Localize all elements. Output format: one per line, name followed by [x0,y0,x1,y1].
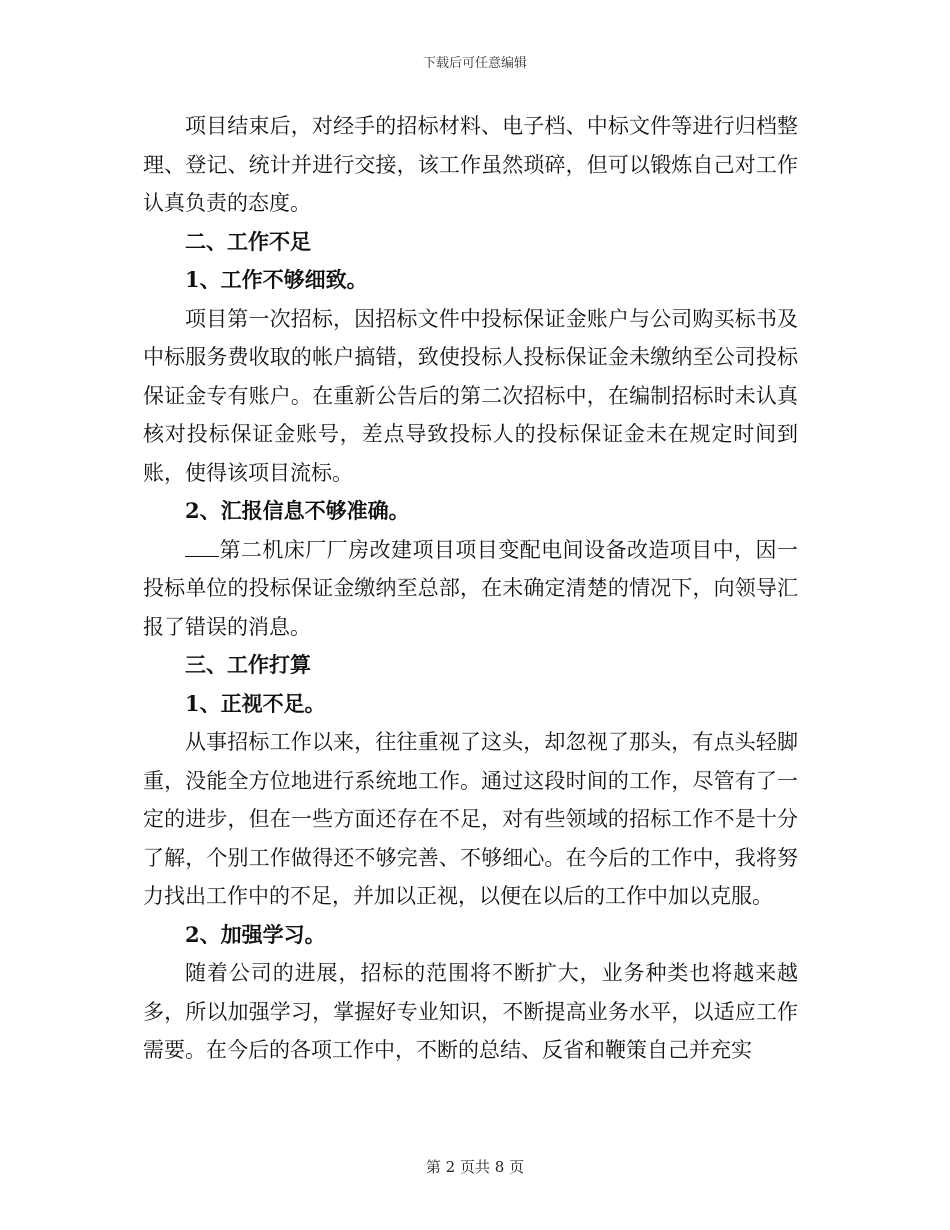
page-header: 下载后可任意编辑 [422,56,527,71]
section-heading-shortcomings: 二、工作不足 [185,228,311,254]
paragraph-inaccurate-report [143,531,798,647]
blank-underline [185,538,219,557]
section-heading-plans: 三、工作打算 [185,652,311,677]
paragraph-deposit-account-error: 项目第一次招标，因招标文件中投标保证金账户与公司购买标书及中标服务费收取的帐户搞错，致使投标人投标保证金未缴纳至公司投标保证金专有账户。在重新公告后的第二次招标中，在编制招标时未认真核对投标保证金账号，差点导致投标人的投标保证金未在规定时间到账，使得该项目流标。 [143,306,798,485]
page-footer: 第 2 页共 8 页 [425,1158,525,1176]
paragraph-face-shortcomings: 从事招标工作以来，往往重视了这头，却忽视了那头，有点头轻脚重，没能全方位地进行系统地工作。通过这段时间的工作，尽管有了一定的进步，但在一些方面还存在不足，对有些领域的招标工作不是十分了解，个别工作做得还不够完善、不够细心。在今后的工作中，我将努力找出工作中的不足，并加以正视，以便在以后的工作中加以克服。 [143,730,798,908]
subheading-face-shortcomings: 1、正视不足。 [185,690,326,716]
subheading-not-careful: 1、工作不够细致。 [185,267,368,292]
paragraph-inaccurate-report-text: 第二机床厂厂房改建项目项目变配电间设备改造项目中，因一投标单位的投标保证金缴纳至总部，在未确定清楚的情况下，向领导汇报了错误的消息。 [143,537,798,639]
paragraph-archiving: 项目结束后，对经手的招标材料、电子档、中标文件等进行归档整理、登记、统计并进行交接，该工作虽然琐碎，但可以锻炼自己对工作认真负责的态度。 [143,114,798,215]
document-body [143,107,798,1070]
paragraph-strengthen-learning: 随着公司的进展，招标的范围将不断扩大，业务种类也将越来越多，所以加强学习，掌握好专业知识，不断提高业务水平，以适应工作需要。在今后的各项工作中，不断的总结、反省和鞭策自己并充实 [143,961,798,1062]
subheading-strengthen-learning: 2、加强学习。 [185,921,326,947]
subheading-inaccurate-report: 2、汇报信息不够准确。 [185,498,410,523]
